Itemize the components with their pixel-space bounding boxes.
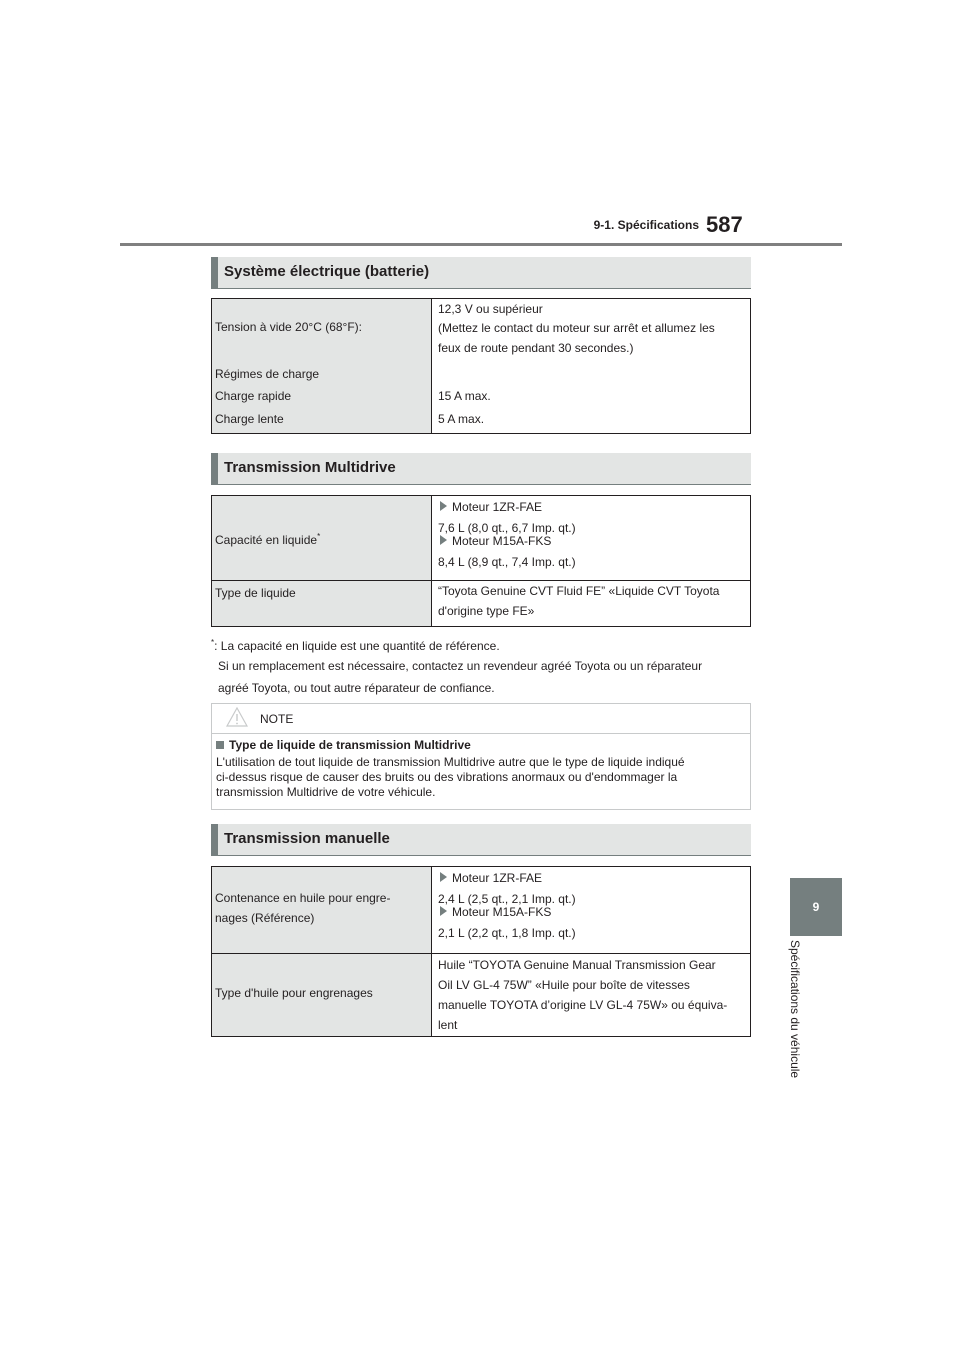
oil-capacity-label-2: nages (Référence) [215,911,315,925]
battery-labels-cell [212,299,432,434]
battery-value-fast: 15 A max. [438,389,491,403]
multidrive-table [211,495,751,627]
table-label-cell [212,496,432,581]
oil-type-line: Oil LV GL-4 75W” «Huile pour boîte de vitesses [438,978,690,992]
table-row [212,954,751,1037]
oil-type-line: manuelle TOYOTA d’origine LV GL-4 75W» ou équiva- [438,998,728,1012]
multidrive-section-title: Transmission Multidrive [224,459,396,476]
table-value-cell [432,496,751,581]
list-item [438,516,746,535]
note-box [211,703,751,810]
battery-section-header [211,257,751,289]
footnote-line: Si un remplacement est nécessaire, contactez un revendeur agréé Toyota ou un réparateur [218,659,703,673]
battery-section-title: Système électrique (batterie) [224,263,430,280]
chapter-number: 9 [812,900,820,914]
list-item [438,869,746,887]
square-bullet-icon [216,741,224,749]
fluid-capacity-label [215,532,320,547]
battery-value-note-1: (Mettez le contact du moteur sur arrêt et allumez les [438,321,715,335]
list-item [438,903,746,921]
list-item [438,921,746,945]
engine-label: Moteur M15A-FKS [452,905,552,919]
fluid-type-line: “Toyota Genuine CVT Fluid FE” «Liquide CVT Toyota [438,584,720,598]
battery-value-voltage: 12,3 V ou supérieur [438,302,543,316]
table-label-cell [212,581,432,627]
list-item [438,887,746,906]
manual-table [211,866,751,1037]
footnote-mark: * [317,532,321,541]
battery-label-rates: Régimes de charge [215,367,320,381]
bullet-triangle-icon [440,906,447,916]
fluid-type-line: d'origine type FE» [438,604,535,618]
list-item [438,498,746,516]
oil-type-label: Type d'huile pour engrenages [215,986,373,1000]
table-value-cell [432,581,751,627]
chapter-label [788,940,808,1110]
section-accent-bar [211,257,218,288]
table-row [212,581,751,627]
footnote-line: agréé Toyota, ou tout autre réparateur de confiance. [218,681,495,695]
battery-label-fast: Charge rapide [215,389,292,403]
footnote-text: : La capacité en liquide est une quantité de référence. [214,639,500,653]
header-rule [120,243,842,246]
note-paragraph [216,755,746,800]
bullet-triangle-icon [440,535,447,545]
table-label-cell [212,867,432,954]
footnote-line [211,634,756,655]
battery-values-cell [432,299,751,434]
chapter-title: Spécifications du véhicule [788,940,802,1079]
battery-label-voltage: Tension à vide 20°C (68°F): [215,320,362,334]
battery-value-slow: 5 A max. [438,412,485,426]
footnote [211,634,756,699]
table-row [212,496,751,581]
battery-label-slow: Charge lente [215,412,284,426]
table-value-cell [432,954,751,1037]
engine-label: Moteur 1ZR-FAE [452,500,543,514]
fluid-type-label: Type de liquide [215,586,296,600]
oil-capacity-label-1: Contenance en huile pour engre- [215,891,391,905]
table-label-cell [212,954,432,1037]
note-line: L'utilisation de tout liquide de transmission Multidrive autre que le type de liquide indiqué [216,755,685,769]
engine-label: Moteur 1ZR-FAE [452,871,543,885]
note-heading: NOTE [260,712,294,726]
chapter-tab [790,878,842,936]
section-accent-bar [211,824,218,855]
section-accent-bar [211,453,218,484]
engine-label: Moteur M15A-FKS [452,534,552,548]
page-number: 587 [706,212,743,237]
section-title: 9-1. Spécifications [593,218,699,232]
note-header [212,704,750,734]
note-line: ci-dessus risque de causer des bruits ou des vibrations anormaux ou d'endommager la [216,770,678,784]
note-body [216,738,746,800]
capacity-value: 2,4 L (2,5 qt., 2,1 Imp. qt.) [438,892,576,906]
oil-type-line: lent [438,1018,458,1032]
table-value-cell [432,867,751,954]
bullet-triangle-icon [440,872,447,882]
manual-section-title: Transmission manuelle [224,830,390,847]
battery-table [211,298,751,434]
bullet-triangle-icon [440,501,447,511]
battery-value-note-2: feux de route pendant 30 secondes.) [438,341,634,355]
capacity-value: 7,6 L (8,0 qt., 6,7 Imp. qt.) [438,521,576,535]
note-title-text: Type de liquide de transmission Multidrive [229,738,471,752]
table-row [212,867,751,954]
note-line: transmission Multidrive de votre véhicule. [216,785,436,799]
footnote-mark: * [211,638,215,647]
oil-type-line: Huile “TOYOTA Genuine Manual Transmission Gear [438,958,716,972]
warning-triangle-icon [226,707,248,727]
list-item [438,550,746,574]
multidrive-section-header [211,453,751,485]
capacity-value: 8,4 L (8,9 qt., 7,4 Imp. qt.) [438,555,576,569]
note-title [216,738,746,753]
capacity-value: 2,1 L (2,2 qt., 1,8 Imp. qt.) [438,926,576,940]
fluid-capacity-label-text: Capacité en liquide [215,533,318,547]
list-item [438,532,746,550]
manual-section-header [211,824,751,856]
